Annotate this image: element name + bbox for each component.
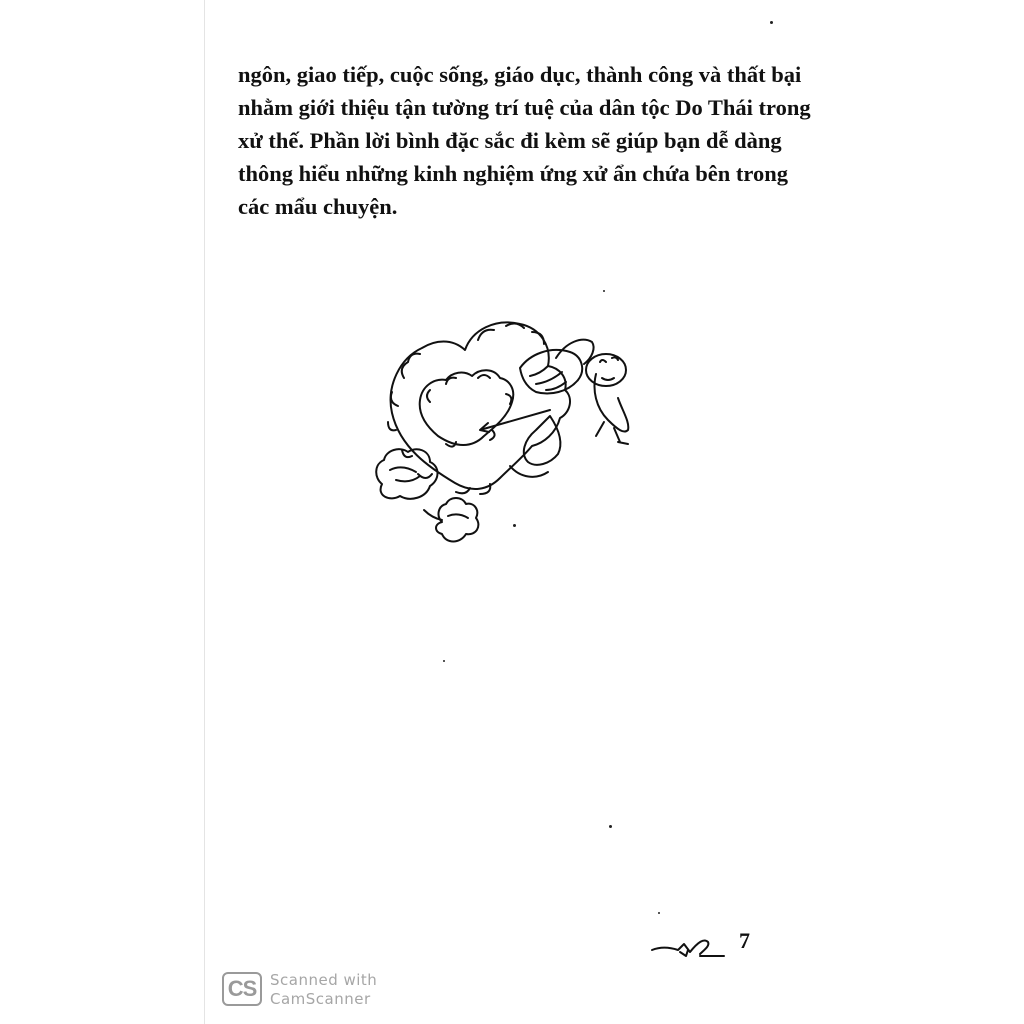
text-line-3: xử thế. Phần lời bình đặc sắc đi kèm sẽ giúp bạn dễ dàng	[238, 128, 782, 153]
watermark-line-1: Scanned with	[270, 971, 378, 989]
text-line-4: thông hiểu những kinh nghiệm ứng xử ẩn chứa bên trong	[238, 161, 789, 186]
text-line-2: nhằm giới thiệu tận tường trí tuệ của dân tộc Do Thái trong	[238, 95, 811, 120]
body-text	[238, 58, 811, 223]
text-line-1: ngôn, giao tiếp, cuộc sống, giáo dục, thành công và thất bại	[238, 62, 802, 87]
scan-speck	[443, 660, 445, 662]
text-line-5: các mẩu chuyện.	[238, 194, 398, 219]
page-edge	[204, 0, 205, 1024]
scan-speck	[603, 290, 605, 292]
scan-speck	[770, 21, 773, 24]
scan-speck	[513, 524, 516, 527]
scan-speck	[658, 912, 660, 914]
page-number: 7	[739, 928, 750, 953]
watermark-line-2: CamScanner	[270, 990, 371, 1008]
scanner-watermark	[270, 971, 377, 1009]
camscanner-logo-icon: CS	[222, 972, 262, 1006]
pen-flourish-icon	[644, 928, 754, 962]
scan-speck	[609, 825, 612, 828]
flying-cupid-heart-cloud-icon	[360, 318, 650, 568]
